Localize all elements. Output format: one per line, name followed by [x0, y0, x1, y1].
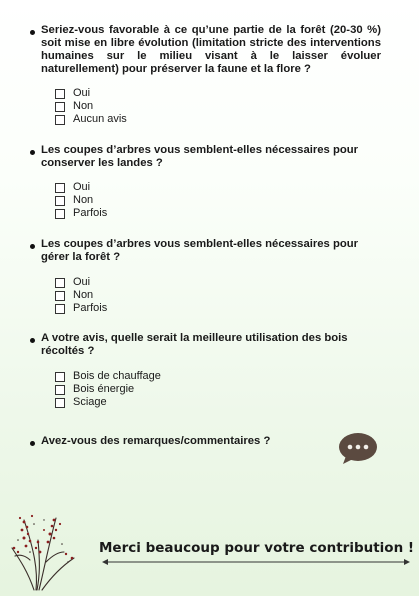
option-checkbox[interactable] — [55, 370, 161, 383]
option-checkbox[interactable] — [55, 302, 107, 315]
checkbox-icon[interactable] — [55, 209, 65, 219]
thanks-message: Merci beaucoup pour votre contribution ! — [99, 540, 415, 556]
question-text: Seriez-vous favorable à ce qu’une partie de la forêt (20-30 %) soit mise en libre évolution (limitation stricte des interventions humaines sur le milieu visant à le laisser évoluer naturellement) pour préserver la faune et la flore ? — [41, 24, 381, 75]
option-label: Parfois — [73, 302, 108, 314]
question-text: Avez-vous des remarques/commentaires ? — [41, 435, 271, 447]
option-label: Bois énergie — [73, 383, 135, 395]
option-label: Oui — [73, 181, 91, 193]
checkbox-icon[interactable] — [55, 89, 65, 99]
bullet-icon — [30, 244, 35, 249]
bullet-icon — [30, 441, 35, 446]
option-label: Oui — [73, 87, 91, 99]
checkbox-icon[interactable] — [55, 183, 65, 193]
option-label: Non — [73, 194, 94, 206]
option-checkbox[interactable] — [55, 100, 93, 113]
option-checkbox[interactable] — [55, 87, 90, 100]
bullet-icon — [30, 338, 35, 343]
checkbox-icon[interactable] — [55, 278, 65, 288]
double-arrow-divider — [102, 558, 410, 566]
option-label: Aucun avis — [73, 113, 127, 125]
checkbox-icon[interactable] — [55, 291, 65, 301]
question-text: Les coupes d’arbres vous semblent-elles nécessaires pour gérer la forêt ? — [41, 238, 359, 263]
option-checkbox[interactable] — [55, 289, 93, 302]
option-checkbox[interactable] — [55, 113, 127, 126]
option-checkbox[interactable] — [55, 383, 134, 396]
checkbox-icon[interactable] — [55, 372, 65, 382]
option-label: Oui — [73, 276, 91, 288]
option-checkbox[interactable] — [55, 194, 93, 207]
option-label: Non — [73, 100, 94, 112]
option-checkbox[interactable] — [55, 207, 107, 220]
speech-bubble-icon — [338, 432, 378, 465]
bullet-icon — [30, 150, 35, 155]
option-label: Sciage — [73, 396, 107, 408]
checkbox-icon[interactable] — [55, 115, 65, 125]
question-text: A votre avis, quelle serait la meilleure utilisation des bois récoltés ? — [41, 332, 348, 357]
option-label: Parfois — [73, 207, 108, 219]
checkbox-icon[interactable] — [55, 385, 65, 395]
heather-plant-illustration — [6, 500, 106, 592]
option-checkbox[interactable] — [55, 276, 90, 289]
checkbox-icon[interactable] — [55, 398, 65, 408]
checkbox-icon[interactable] — [55, 102, 65, 112]
option-checkbox[interactable] — [55, 396, 107, 409]
option-label: Non — [73, 289, 94, 301]
question-text: Les coupes d’arbres vous semblent-elles nécessaires pour conserver les landes ? — [41, 144, 359, 169]
checkbox-icon[interactable] — [55, 304, 65, 314]
option-label: Bois de chauffage — [73, 370, 161, 382]
option-checkbox[interactable] — [55, 181, 90, 194]
checkbox-icon[interactable] — [55, 196, 65, 206]
bullet-icon — [30, 30, 35, 35]
